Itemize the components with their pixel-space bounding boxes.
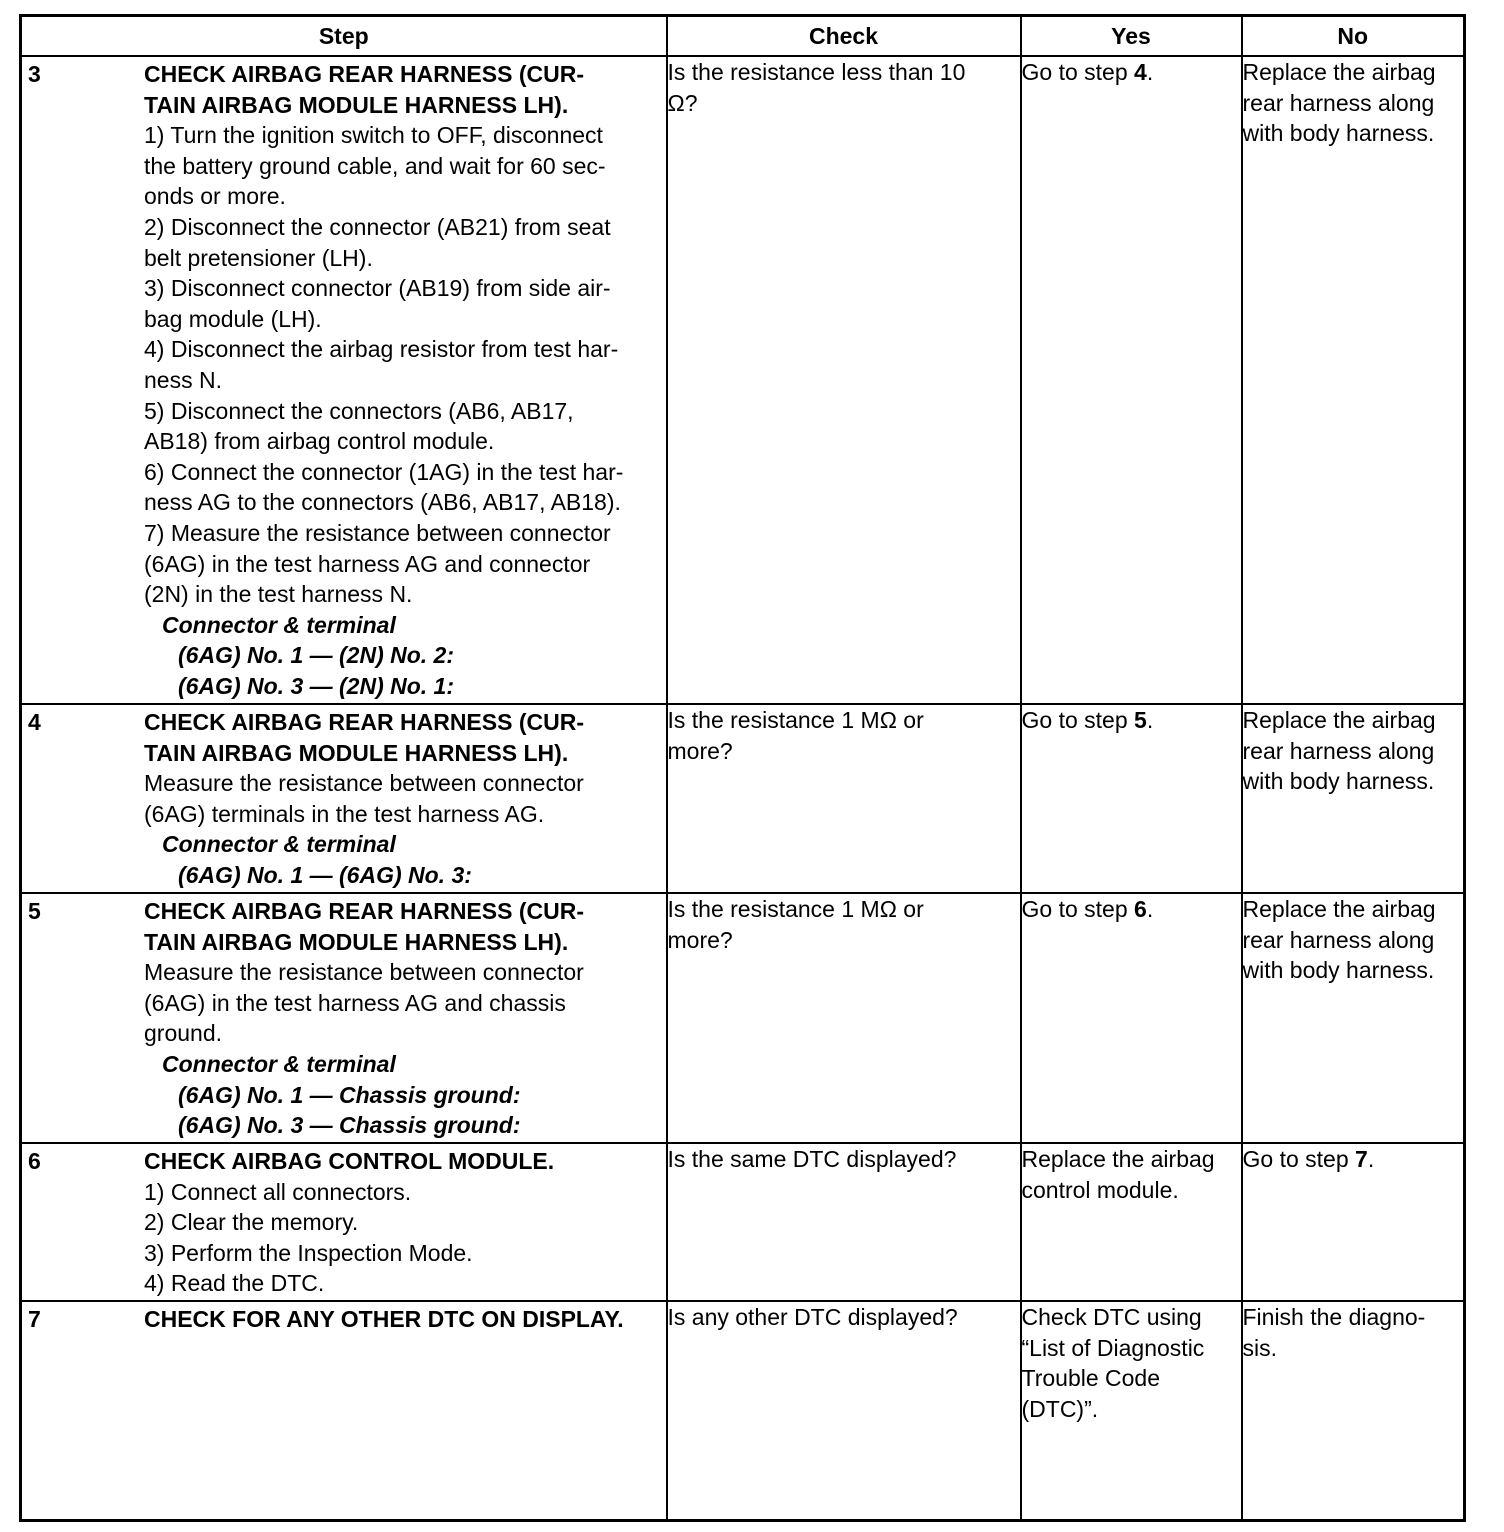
- step-text: (6AG) in the test harness AG and connector: [144, 550, 591, 577]
- no-text: Replace the airbag: [1242, 59, 1436, 85]
- check-text: Is the same DTC displayed?: [667, 1146, 957, 1172]
- yes-text: Replace the airbag: [1021, 1146, 1215, 1172]
- step-title: CHECK AIRBAG REAR HARNESS (CUR-: [144, 898, 584, 924]
- table-header-row: [21, 16, 1465, 57]
- table-row-step-5: [21, 893, 1465, 1143]
- no-text: sis.: [1242, 1334, 1277, 1361]
- step-text: onds or more.: [144, 183, 286, 210]
- check-text: Is the resistance 1 MΩ or: [667, 707, 924, 733]
- connector-terminal-spec: (6AG) No. 1 — (2N) No. 2:: [178, 642, 455, 669]
- no-text: [1243, 1144, 1464, 1175]
- step-text: 3) Disconnect connector (AB19) from side air-: [144, 275, 611, 302]
- connector-terminal-spec: (6AG) No. 1 — Chassis ground:: [178, 1081, 521, 1108]
- check-cell: [667, 1301, 1021, 1521]
- step-title: CHECK AIRBAG REAR HARNESS (CUR-: [144, 61, 584, 87]
- no-cell: [1242, 1143, 1465, 1301]
- no-text: with body harness.: [1242, 957, 1435, 984]
- yes-cell: [1021, 1301, 1242, 1521]
- step-number: 7: [28, 1306, 41, 1332]
- step-number: 5: [28, 898, 41, 924]
- check-cell: [667, 893, 1021, 1143]
- check-cell: [667, 704, 1021, 893]
- yes-text: Check DTC using: [1021, 1304, 1202, 1330]
- yes-text: control module.: [1021, 1176, 1179, 1203]
- step-number: 3: [28, 61, 41, 87]
- table-row-step-4: [21, 704, 1465, 893]
- step-title: CHECK AIRBAG REAR HARNESS (CUR-: [144, 709, 584, 735]
- yes-text: Trouble Code: [1021, 1365, 1161, 1392]
- step-title: TAIN AIRBAG MODULE HARNESS LH).: [144, 739, 569, 766]
- step-text: the battery ground cable, and wait for 60 sec-: [144, 152, 606, 179]
- no-cell: [1242, 56, 1465, 704]
- no-cell: [1242, 893, 1465, 1143]
- check-text: Is the resistance 1 MΩ or: [667, 896, 924, 922]
- step-title: CHECK FOR ANY OTHER DTC ON DISPLAY.: [144, 1306, 624, 1332]
- yes-prefix: Go to step: [1021, 707, 1135, 733]
- yes-step-ref: 4: [1134, 59, 1147, 85]
- check-text: Ω?: [667, 89, 698, 116]
- table-row-step-7: [21, 1301, 1465, 1521]
- no-cell: [1242, 704, 1465, 893]
- step-number: 4: [28, 709, 41, 735]
- step-text: 2) Disconnect the connector (AB21) from seat: [144, 213, 611, 240]
- step-text: 7) Measure the resistance between connector: [144, 519, 611, 546]
- step-cell: [21, 56, 667, 704]
- check-text: more?: [667, 926, 733, 953]
- header-no: No: [1242, 16, 1465, 57]
- yes-text: “List of Diagnostic: [1021, 1334, 1205, 1361]
- step-text: ness N.: [144, 366, 222, 393]
- step-text: 2) Clear the memory.: [144, 1209, 359, 1236]
- table-row-step-6: [21, 1143, 1465, 1301]
- step-text: ground.: [144, 1020, 223, 1047]
- step-title: TAIN AIRBAG MODULE HARNESS LH).: [144, 928, 569, 955]
- header-check: Check: [667, 16, 1021, 57]
- yes-suffix: .: [1146, 896, 1154, 922]
- step-text: (2N) in the test harness N.: [144, 581, 413, 608]
- step-text: bag module (LH).: [144, 305, 322, 332]
- step-text: belt pretensioner (LH).: [144, 244, 373, 271]
- header-yes: Yes: [1021, 16, 1242, 57]
- check-cell: [667, 56, 1021, 704]
- yes-text: (DTC)”.: [1021, 1395, 1099, 1422]
- connector-terminal-spec: (6AG) No. 3 — (2N) No. 1:: [178, 672, 455, 699]
- no-step-ref: 7: [1355, 1146, 1368, 1172]
- header-step: Step: [21, 16, 667, 57]
- step-text: ness AG to the connectors (AB6, AB17, AB18).: [144, 489, 621, 516]
- step-text: 4) Read the DTC.: [144, 1270, 325, 1297]
- yes-suffix: .: [1146, 59, 1154, 85]
- yes-cell: [1021, 704, 1242, 893]
- step-text: (6AG) terminals in the test harness AG.: [144, 800, 545, 827]
- no-text: with body harness.: [1242, 768, 1435, 795]
- step-text: 1) Turn the ignition switch to OFF, disconnect: [144, 122, 603, 149]
- check-text: Is any other DTC displayed?: [667, 1304, 958, 1330]
- no-suffix: .: [1367, 1146, 1375, 1172]
- yes-cell: [1021, 56, 1242, 704]
- yes-text: [1022, 894, 1241, 925]
- step-text: 4) Disconnect the airbag resistor from test har-: [144, 336, 619, 363]
- no-text: Finish the diagno-: [1242, 1304, 1426, 1330]
- no-text: rear harness along: [1242, 737, 1435, 764]
- no-prefix: Go to step: [1242, 1146, 1356, 1172]
- no-text: with body harness.: [1242, 120, 1435, 147]
- no-text: Replace the airbag: [1242, 707, 1436, 733]
- step-text: 3) Perform the Inspection Mode.: [144, 1239, 473, 1266]
- yes-step-ref: 5: [1134, 707, 1147, 733]
- connector-terminal-spec: (6AG) No. 3 — Chassis ground:: [178, 1112, 521, 1139]
- diagnostic-table: [19, 14, 1466, 1522]
- no-cell: [1242, 1301, 1465, 1521]
- check-text: Is the resistance less than 10: [667, 59, 966, 85]
- connector-terminal-label: Connector & terminal: [162, 611, 396, 638]
- yes-prefix: Go to step: [1021, 59, 1135, 85]
- check-cell: [667, 1143, 1021, 1301]
- page: [19, 14, 1463, 1522]
- yes-text: [1022, 705, 1241, 736]
- step-text: AB18) from airbag control module.: [144, 428, 495, 455]
- yes-text: [1022, 57, 1241, 88]
- step-text: 1) Connect all connectors.: [144, 1178, 412, 1205]
- step-text: (6AG) in the test harness AG and chassis: [144, 989, 566, 1016]
- step-text: Measure the resistance between connector: [144, 770, 584, 797]
- step-cell: [21, 893, 667, 1143]
- yes-suffix: .: [1146, 707, 1154, 733]
- yes-cell: [1021, 1143, 1242, 1301]
- step-text: 6) Connect the connector (1AG) in the test har-: [144, 458, 624, 485]
- step-text: Measure the resistance between connector: [144, 959, 584, 986]
- step-cell: [21, 704, 667, 893]
- step-number: 6: [28, 1148, 41, 1174]
- step-cell: [21, 1143, 667, 1301]
- yes-prefix: Go to step: [1021, 896, 1135, 922]
- table-row-step-3: [21, 56, 1465, 704]
- connector-terminal-label: Connector & terminal: [162, 1050, 396, 1077]
- connector-terminal-label: Connector & terminal: [162, 831, 396, 858]
- no-text: rear harness along: [1242, 89, 1435, 116]
- step-title: TAIN AIRBAG MODULE HARNESS LH).: [144, 91, 569, 118]
- connector-terminal-spec: (6AG) No. 1 — (6AG) No. 3:: [178, 861, 472, 888]
- no-text: rear harness along: [1242, 926, 1435, 953]
- step-title: CHECK AIRBAG CONTROL MODULE.: [144, 1148, 555, 1174]
- step-text: 5) Disconnect the connectors (AB6, AB17,: [144, 397, 574, 424]
- yes-step-ref: 6: [1134, 896, 1147, 922]
- check-text: more?: [667, 737, 733, 764]
- no-text: Replace the airbag: [1242, 896, 1436, 922]
- step-cell: [21, 1301, 667, 1521]
- yes-cell: [1021, 893, 1242, 1143]
